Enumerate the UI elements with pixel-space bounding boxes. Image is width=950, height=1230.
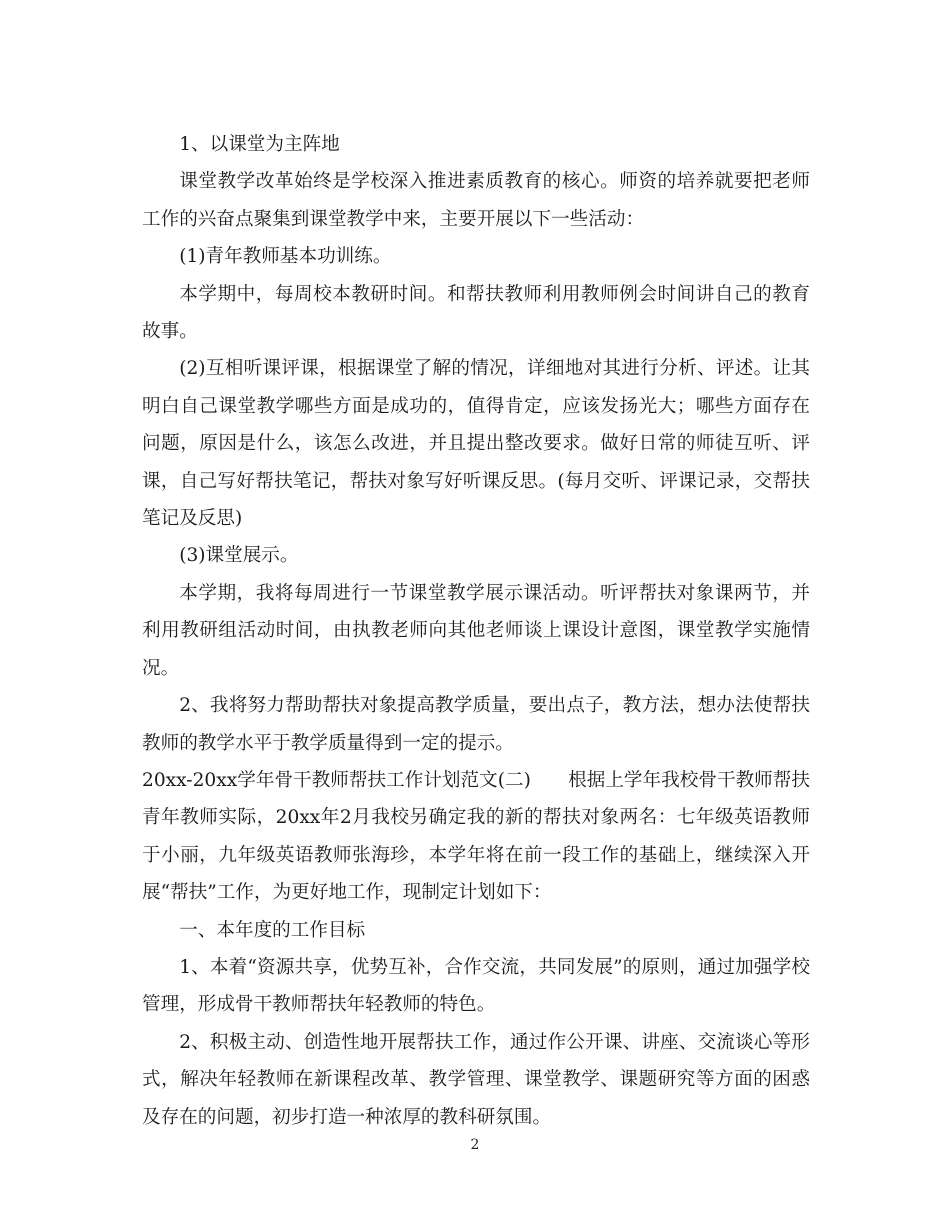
section-heading-classroom: 1、以课堂为主阵地 [179,134,340,155]
page-number: 2 [470,1137,480,1153]
item-classroom-showcase: (3)课堂展示。 [179,545,299,567]
paragraph-showcase-activity: 本学期，我将每周进行一节课堂教学展示课活动。听评帮扶对象课两节，并利用教研组活动时间，由执教老师向其他老师谈上课设计意图，课堂教学实施情况。 [142,582,810,679]
goal-item-two: 2、积极主动、创造性地开展帮扶工作，通过作公开课、讲座、交流谈心等形式，解决年轻教师在新课程改革、教学管理、课堂教学、课题研究等方面的困惑及存在的问题，初步打造一种浓厚的教科研氛围。 [142,1031,810,1128]
paragraph-weekly-research: 本学期中，每周校本教研时间。和帮扶教师利用教师例会时间讲自己的教育故事。 [142,283,810,343]
section-heading-annual-goals: 一、本年度的工作目标 [179,919,366,941]
goal-item-one: 1、本着“资源共享，优势互补，合作交流，共同发展”的原则，通过加强学校管理，形成骨干教师帮扶年轻教师的特色。 [142,956,810,1016]
item-lesson-observation: (2)互相听课评课，根据课堂了解的情况，详细地对其进行分析、评述。让其明白自己课堂教学哪些方面是成功的，值得肯定，应该发扬光大；哪些方面存在问题，原因是什么，该怎么改进，并且提出整改要求。做好日常的师徒互听、评课，自己写好帮扶笔记，帮扶对象写好听课反思。(每月交听、评课记录，交帮扶笔记及反思) [142,358,810,530]
document-body [142,126,810,1136]
item-basic-skills: (1)青年教师基本功训练。 [179,246,392,268]
paragraph-classroom-reform: 课堂教学改革始终是学校深入推进素质教育的核心。师资的培养就要把老师工作的兴奋点聚集到课堂教学中来，主要开展以下一些活动： [142,171,810,230]
paragraph-plan-two-intro: 20xx-20xx学年骨干教师帮扶工作计划范文(二) 根据上学年我校骨干教师帮扶青年教师实际，20xx年2月我校另确定我的新的帮扶对象两名：七年级英语教师于小丽，九年级英语教师张海珍，本学年将在前一段工作的基础上，继续深入开展“帮扶”工作，为更好地工作，现制定计划如下： [142,769,810,904]
section-heading-quality: 2、我将努力帮助帮扶对象提高教学质量，要出点子，教方法，想办法使帮扶教师的教学水平于教学质量得到一定的提示。 [142,695,810,754]
